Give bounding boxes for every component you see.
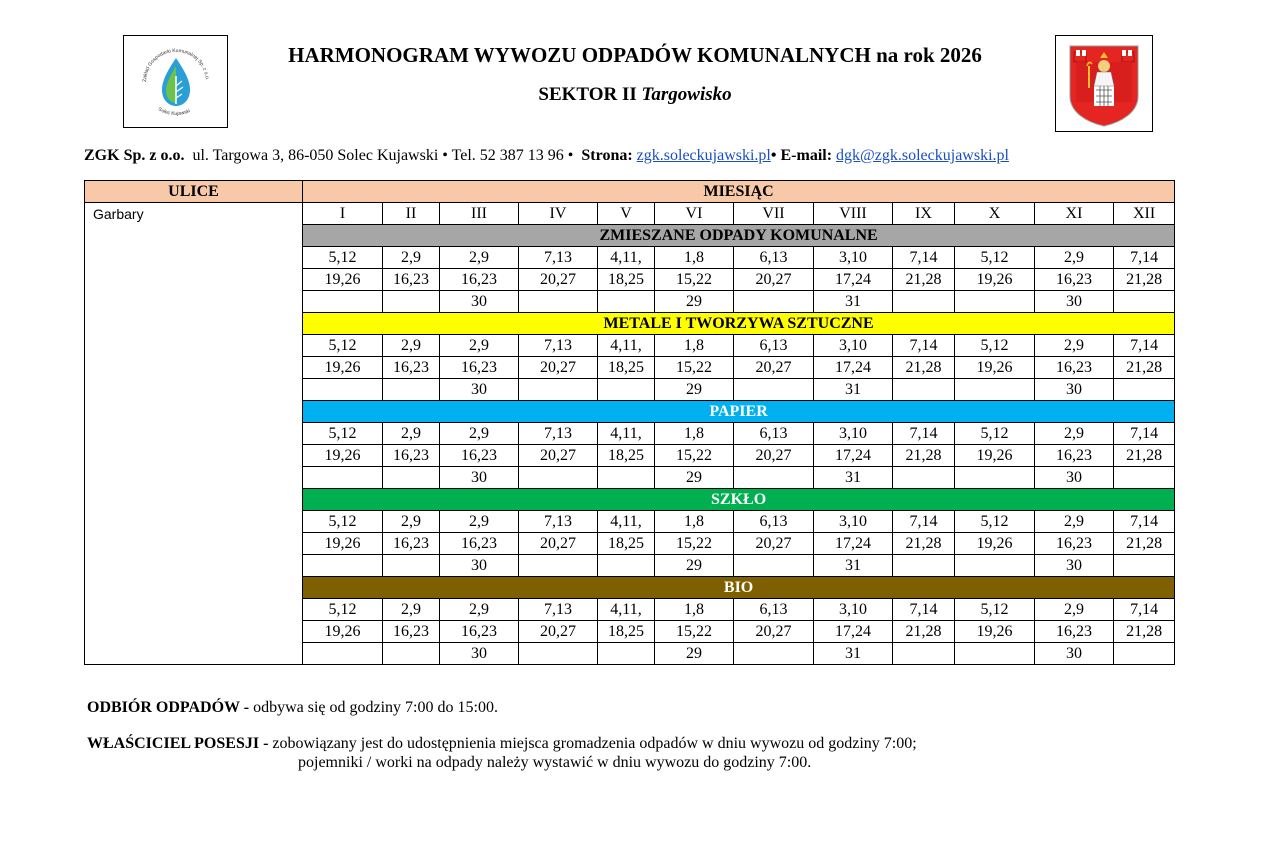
pickup-dates	[893, 555, 955, 577]
schedule-table	[84, 180, 1175, 665]
pickup-dates: 21,28	[1114, 445, 1175, 467]
month-label: I	[303, 203, 383, 225]
pickup-note	[87, 697, 498, 719]
coat-of-arms-icon	[1055, 35, 1153, 132]
pickup-dates: 29	[655, 467, 734, 489]
pickup-dates: 20,27	[519, 269, 598, 291]
pickup-dates: 1,8	[655, 423, 734, 445]
pickup-dates: 6,13	[734, 335, 814, 357]
pickup-dates: 7,13	[519, 511, 598, 533]
website-label: Strona:	[581, 147, 633, 164]
pickup-dates: 30	[440, 555, 519, 577]
pickup-dates: 16,23	[1035, 533, 1114, 555]
pickup-dates: 20,27	[734, 357, 814, 379]
pickup-dates: 17,24	[814, 445, 893, 467]
pickup-dates	[1114, 555, 1175, 577]
pickup-dates: 1,8	[655, 335, 734, 357]
pickup-dates: 5,12	[303, 423, 383, 445]
pickup-dates: 21,28	[893, 445, 955, 467]
logo-arc-subtext: Solec Kujawski	[157, 106, 192, 118]
pickup-dates: 20,27	[734, 269, 814, 291]
pickup-dates: 5,12	[303, 335, 383, 357]
email-link[interactable]: dgk@zgk.soleckujawski.pl	[836, 147, 1009, 164]
pickup-dates: 19,26	[303, 621, 383, 643]
pickup-dates	[893, 467, 955, 489]
pickup-dates: 21,28	[1114, 621, 1175, 643]
pickup-dates: 6,13	[734, 423, 814, 445]
pickup-dates: 4,11,	[598, 511, 655, 533]
pickup-dates: 7,13	[519, 335, 598, 357]
month-label: V	[598, 203, 655, 225]
pickup-dates: 6,13	[734, 511, 814, 533]
month-label: IX	[893, 203, 955, 225]
pickup-dates	[1114, 467, 1175, 489]
pickup-dates: 21,28	[893, 621, 955, 643]
contact-separator: •	[770, 147, 777, 164]
pickup-dates	[383, 291, 440, 313]
pickup-dates: 18,25	[598, 357, 655, 379]
owner-note-line2: pojemniki / worki na odpady należy wystawić w dniu wywozu do godziny 7:00.	[298, 754, 812, 771]
pickup-dates	[1114, 379, 1175, 401]
pickup-dates	[893, 291, 955, 313]
pickup-dates: 6,13	[734, 247, 814, 269]
pickup-dates: 20,27	[519, 445, 598, 467]
pickup-dates: 7,13	[519, 423, 598, 445]
pickup-dates: 15,22	[655, 533, 734, 555]
pickup-dates	[955, 379, 1035, 401]
pickup-dates: 6,13	[734, 599, 814, 621]
month-label: IV	[519, 203, 598, 225]
pickup-dates: 17,24	[814, 533, 893, 555]
pickup-dates: 16,23	[383, 357, 440, 379]
pickup-dates: 19,26	[955, 621, 1035, 643]
pickup-dates: 16,23	[1035, 445, 1114, 467]
pickup-dates	[519, 291, 598, 313]
pickup-dates: 7,14	[1114, 423, 1175, 445]
pickup-dates: 19,26	[955, 357, 1035, 379]
pickup-dates: 17,24	[814, 621, 893, 643]
pickup-dates: 5,12	[955, 335, 1035, 357]
sector-prefix: SEKTOR II	[538, 84, 637, 105]
document-title: HARMONOGRAM WYWOZU ODPADÓW KOMUNALNYCH na rok 2026	[288, 43, 982, 67]
month-label: II	[383, 203, 440, 225]
pickup-dates: 18,25	[598, 621, 655, 643]
months-row	[85, 203, 1175, 225]
pickup-dates: 5,12	[955, 599, 1035, 621]
pickup-dates	[598, 643, 655, 665]
pickup-dates: 21,28	[893, 357, 955, 379]
pickup-dates	[519, 555, 598, 577]
pickup-dates: 3,10	[814, 335, 893, 357]
pickup-dates	[734, 467, 814, 489]
pickup-dates: 18,25	[598, 269, 655, 291]
pickup-dates	[955, 467, 1035, 489]
pickup-dates: 19,26	[955, 269, 1035, 291]
pickup-dates: 4,11,	[598, 423, 655, 445]
sector-name: Targowisko	[641, 84, 732, 105]
owner-label: WŁAŚCICIEL POSESJI -	[87, 735, 269, 752]
pickup-dates: 21,28	[1114, 357, 1175, 379]
pickup-dates: 2,9	[1035, 247, 1114, 269]
pickup-dates: 15,22	[655, 621, 734, 643]
pickup-dates: 3,10	[814, 599, 893, 621]
pickup-dates: 20,27	[734, 621, 814, 643]
pickup-dates: 19,26	[303, 357, 383, 379]
pickup-dates	[893, 379, 955, 401]
pickup-dates: 18,25	[598, 533, 655, 555]
pickup-dates: 31	[814, 379, 893, 401]
pickup-dates	[303, 291, 383, 313]
pickup-dates: 16,23	[383, 621, 440, 643]
month-label: III	[440, 203, 519, 225]
pickup-dates: 7,13	[519, 599, 598, 621]
streets-header: ULICE	[85, 181, 303, 203]
pickup-text: odbywa się od godziny 7:00 do 15:00.	[253, 699, 498, 716]
pickup-dates	[598, 467, 655, 489]
email-label: E-mail:	[780, 147, 833, 164]
pickup-dates: 2,9	[383, 247, 440, 269]
website-link[interactable]: zgk.soleckujawski.pl	[636, 147, 771, 164]
pickup-dates	[303, 467, 383, 489]
pickup-dates: 21,28	[893, 269, 955, 291]
pickup-dates: 15,22	[655, 445, 734, 467]
pickup-dates: 31	[814, 291, 893, 313]
months-header: MIESIĄC	[303, 181, 1175, 203]
pickup-dates: 19,26	[955, 533, 1035, 555]
month-label: XI	[1035, 203, 1114, 225]
pickup-dates: 2,9	[383, 335, 440, 357]
pickup-dates: 7,13	[519, 247, 598, 269]
pickup-dates: 19,26	[303, 269, 383, 291]
pickup-dates	[519, 467, 598, 489]
pickup-dates	[598, 291, 655, 313]
pickup-dates	[1114, 291, 1175, 313]
pickup-dates: 30	[440, 379, 519, 401]
pickup-dates: 21,28	[1114, 269, 1175, 291]
pickup-label: ODBIÓR ODPADÓW -	[87, 699, 250, 716]
pickup-dates: 31	[814, 643, 893, 665]
pickup-dates: 7,14	[893, 247, 955, 269]
pickup-dates	[734, 291, 814, 313]
pickup-dates: 16,23	[440, 533, 519, 555]
pickup-dates: 31	[814, 555, 893, 577]
company-name: ZGK Sp. z o.o.	[84, 147, 185, 164]
pickup-dates: 16,23	[383, 533, 440, 555]
pickup-dates: 30	[1035, 555, 1114, 577]
pickup-dates: 2,9	[440, 599, 519, 621]
pickup-dates: 20,27	[734, 533, 814, 555]
company-address: ul. Targowa 3, 86-050 Solec Kujawski • Tel. 52 387 13 96 •	[192, 147, 574, 164]
pickup-dates: 7,14	[1114, 599, 1175, 621]
waste-category: SZKŁO	[303, 489, 1175, 511]
pickup-dates: 2,9	[440, 247, 519, 269]
pickup-dates	[955, 643, 1035, 665]
pickup-dates: 16,23	[1035, 621, 1114, 643]
month-label: VII	[734, 203, 814, 225]
pickup-dates: 7,14	[1114, 335, 1175, 357]
pickup-dates: 30	[1035, 379, 1114, 401]
pickup-dates: 21,28	[893, 533, 955, 555]
waste-category: BIO	[303, 577, 1175, 599]
pickup-dates: 1,8	[655, 511, 734, 533]
pickup-dates	[303, 555, 383, 577]
pickup-dates	[955, 291, 1035, 313]
pickup-dates: 2,9	[383, 511, 440, 533]
pickup-dates: 2,9	[383, 423, 440, 445]
pickup-dates: 29	[655, 555, 734, 577]
pickup-dates: 18,25	[598, 445, 655, 467]
pickup-dates	[1114, 643, 1175, 665]
pickup-dates: 20,27	[734, 445, 814, 467]
pickup-dates: 7,14	[893, 599, 955, 621]
pickup-dates: 16,23	[440, 357, 519, 379]
pickup-dates: 21,28	[1114, 533, 1175, 555]
pickup-dates	[383, 555, 440, 577]
pickup-dates	[893, 643, 955, 665]
pickup-dates	[383, 467, 440, 489]
pickup-dates: 2,9	[440, 511, 519, 533]
contact-line	[84, 145, 1009, 167]
pickup-dates: 29	[655, 643, 734, 665]
pickup-dates: 16,23	[440, 621, 519, 643]
pickup-dates: 2,9	[1035, 599, 1114, 621]
pickup-dates: 5,12	[303, 599, 383, 621]
pickup-dates: 5,12	[303, 247, 383, 269]
pickup-dates: 5,12	[955, 423, 1035, 445]
waste-category: METALE I TWORZYWA SZTUCZNE	[303, 313, 1175, 335]
pickup-dates: 4,11,	[598, 247, 655, 269]
pickup-dates: 7,14	[1114, 247, 1175, 269]
pickup-dates	[303, 379, 383, 401]
pickup-dates: 16,23	[383, 445, 440, 467]
table-header-row	[85, 181, 1175, 203]
pickup-dates	[598, 379, 655, 401]
pickup-dates: 15,22	[655, 269, 734, 291]
pickup-dates: 17,24	[814, 357, 893, 379]
zgk-logo	[123, 35, 228, 128]
pickup-dates: 2,9	[1035, 423, 1114, 445]
month-label: X	[955, 203, 1035, 225]
owner-text: zobowiązany jest do udostępnienia miejsca gromadzenia odpadów w dniu wywozu od godziny 7:00;	[272, 735, 917, 752]
pickup-dates: 16,23	[440, 445, 519, 467]
pickup-dates: 30	[1035, 467, 1114, 489]
pickup-dates: 31	[814, 467, 893, 489]
pickup-dates: 30	[440, 291, 519, 313]
pickup-dates	[519, 379, 598, 401]
pickup-dates: 30	[440, 643, 519, 665]
pickup-dates: 5,12	[303, 511, 383, 533]
pickup-dates: 20,27	[519, 621, 598, 643]
pickup-dates: 3,10	[814, 423, 893, 445]
pickup-dates: 16,23	[440, 269, 519, 291]
pickup-dates: 16,23	[1035, 269, 1114, 291]
pickup-dates: 7,14	[893, 335, 955, 357]
pickup-dates: 2,9	[383, 599, 440, 621]
pickup-dates	[734, 379, 814, 401]
pickup-dates: 19,26	[303, 445, 383, 467]
pickup-dates: 5,12	[955, 511, 1035, 533]
pickup-dates	[598, 555, 655, 577]
pickup-dates	[383, 643, 440, 665]
pickup-dates: 15,22	[655, 357, 734, 379]
pickup-dates	[955, 555, 1035, 577]
pickup-dates: 30	[440, 467, 519, 489]
street-name: Garbary	[85, 203, 303, 665]
pickup-dates: 7,14	[1114, 511, 1175, 533]
pickup-dates: 2,9	[1035, 335, 1114, 357]
pickup-dates: 2,9	[440, 335, 519, 357]
pickup-dates: 4,11,	[598, 335, 655, 357]
pickup-dates: 20,27	[519, 357, 598, 379]
pickup-dates: 30	[1035, 643, 1114, 665]
pickup-dates	[519, 643, 598, 665]
pickup-dates	[303, 643, 383, 665]
month-label: VIII	[814, 203, 893, 225]
pickup-dates: 7,14	[893, 511, 955, 533]
pickup-dates: 4,11,	[598, 599, 655, 621]
month-label: XII	[1114, 203, 1175, 225]
waste-category: PAPIER	[303, 401, 1175, 423]
pickup-dates: 17,24	[814, 269, 893, 291]
pickup-dates	[734, 555, 814, 577]
pickup-dates: 29	[655, 291, 734, 313]
pickup-dates: 19,26	[303, 533, 383, 555]
pickup-dates: 1,8	[655, 247, 734, 269]
pickup-dates: 2,9	[440, 423, 519, 445]
pickup-dates: 20,27	[519, 533, 598, 555]
sector-title	[230, 83, 1040, 107]
pickup-dates: 7,14	[893, 423, 955, 445]
pickup-dates: 1,8	[655, 599, 734, 621]
month-label: VI	[655, 203, 734, 225]
logo-arc-text: Zakład Gospodarki Komunalnej Sp. z o.o.	[141, 47, 210, 83]
pickup-dates	[734, 643, 814, 665]
pickup-dates: 29	[655, 379, 734, 401]
waste-category: ZMIESZANE ODPADY KOMUNALNE	[303, 225, 1175, 247]
pickup-dates: 19,26	[955, 445, 1035, 467]
pickup-dates: 3,10	[814, 511, 893, 533]
svg-text:Solec Kujawski	[157, 106, 191, 117]
pickup-dates: 2,9	[1035, 511, 1114, 533]
pickup-dates: 16,23	[383, 269, 440, 291]
pickup-dates: 5,12	[955, 247, 1035, 269]
pickup-dates: 16,23	[1035, 357, 1114, 379]
pickup-dates	[383, 379, 440, 401]
pickup-dates: 30	[1035, 291, 1114, 313]
pickup-dates: 3,10	[814, 247, 893, 269]
